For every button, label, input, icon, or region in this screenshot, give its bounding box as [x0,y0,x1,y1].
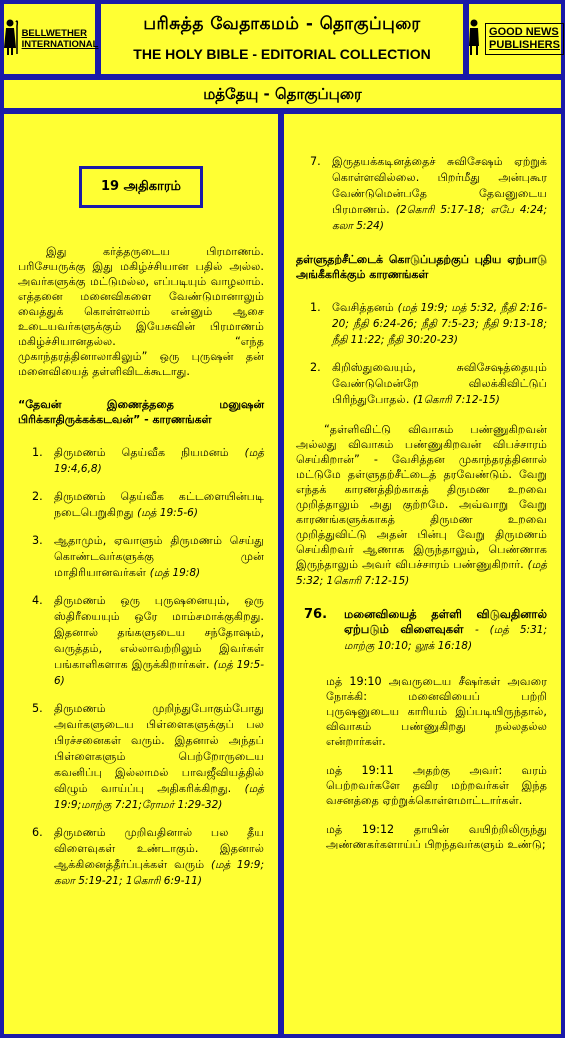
list-item [18,825,264,889]
page-title-tamil: பரிசுத்த வேதாகமம் - தொகுப்புரை [143,14,421,34]
item-number: 2. [310,361,321,374]
logo-right-line1: GOOD NEWS [489,26,559,38]
item-text: இருதயக்கடினத்தைச் சுவிசேஷம் ஏற்றுக் கொள்ளவில்லை. பிறர்மீது அன்புகூர வேண்டுமென்பதே தேவனுடைய பிரமாணம். [332,155,547,216]
item-number: 3. [32,534,43,547]
item-ref: (மத் 19:9; மத் 5:32, நீதி 2:16-20; நீதி 6:24-26; நீதி 7:5-23; நீதி 9:13-18; நீதி 11:22; நீதி 30:20-23) [332,302,547,346]
logo-left-line2: INTERNATIONAL [21,39,99,50]
item-number: 2. [32,490,43,503]
item-number: 1. [310,301,321,314]
publisher-logo-right [467,2,563,76]
item-ref: (2கொரி 5:17-18; எபே 4:24; கலா 5:24) [332,204,547,232]
item-ref: (மத் 19:8) [149,567,201,579]
logo-right-line2: PUBLISHERS [489,39,560,51]
logo-left-line1: BELLWETHER [21,28,88,39]
header-title-box [99,2,465,76]
section-heading-divorce-grounds: தள்ளுதற்சீட்டைக் கொடுப்பதற்குப் புதிய ஏற்பாடு அங்கீகரிக்கும் காரணங்கள் [296,253,547,281]
book-title-bar: மத்தேயு - தொகுப்புரை [2,78,563,110]
list-item [296,154,547,234]
page-title-english: THE HOLY BIBLE - EDITORIAL COLLECTION [133,46,431,62]
list-item [18,701,264,813]
item-ref: (மத் 19:4,6,8) [54,447,264,475]
list-item [18,533,264,581]
item-number: 7. [310,155,321,168]
continued-list [296,154,547,234]
item-number: 5. [32,702,43,715]
list-item [18,593,264,689]
sower-icon [466,18,482,60]
left-column [2,112,280,1036]
right-column [282,112,563,1036]
item-ref: (1கொரி 7:12-15) [412,394,500,406]
item-ref: (மத் 19:9;மாற்கு 7:21;ரோமர் 1:29-32) [54,783,264,811]
verse-paragraph: மத் 19:10 அவருடைய சீஷர்கள் அவரை நோக்கி: மனைவியைப் பற்றி புருஷனுடைய காரியம் இப்படியிருந்தால், விவாகம் பண்ணுகிறது நல்லதல்ல என்றார்கள். [326,675,547,748]
divorce-quote-paragraph [296,422,547,589]
quote-text: “தள்ளிவிட்டு விவாகம் பண்ணுகிறவன் அல்லது விவாகம் பண்ணுகிறவன் விபச்சாரம் செய்கிறான்” - வேசித்தன முகாந்தரத்தினால் மட்டுமே தள்ளுதற்சீட்டைத் தரவேண்டும். வேறு எந்தக் காரணத்திற்காகத் திருமண உறவை முறித்தாலும் அது குற்றமே. அவ்வாறு வேறு காரணங்களுக்காகத் திருமண உறவை முறித்துவிட்டு அதன் பின்பு வேறு திருமணம் செய்கிறவர் ஆணாக இருந்தாலும், பெண்ணாக இருந்தாலும் அவர் விபச்சாரம் பண்ணுகிறார். [296,423,547,571]
item-text: கிறிஸ்துவையும், சுவிசேஷத்தையும் வேண்டுமென்றே விலக்கிவிட்டுப் பிரிந்துபோதல். [332,361,547,406]
verse-paragraph: மத் 19:12 தாயின் வயிற்றிலிருந்து அண்ணகர்களாய்ப் பிறந்தவர்களும் உண்டு; [326,823,547,851]
reasons-list [18,445,264,889]
item-text: திருமணம் முறிந்துபோகும்போது அவர்களுடைய பிள்ளைகளுக்குப் பல பிரச்சனைகள் வரும். இதனால் அந்தப் பிள்ளைகளும் பெற்றோருடைய கவனிப்பு இல்லாமல் பாவஜீவியத்தில் விழும் வாய்ப்பு அதிகரிக்கிறது. [54,702,264,795]
item-text: ஆதாமும், ஏவாளும் திருமணம் செய்து கொண்டவர்களுக்கு முன் மாதிரியானவர்கள் [54,534,264,579]
publisher-logo-left [2,2,97,76]
section-heading-reasons: “தேவன் இணைத்ததை மனுஷன் பிரிக்காதிருக்கக்கடவன்” - காரணங்கள் [18,398,264,426]
verse-paragraph: மத் 19:11 அதற்கு அவர்: வரம் பெற்றவர்களே தவிர மற்றவர்கள் இந்த வசனத்தை ஏற்றுக்கொள்ளமாட்டார்கள். [326,764,547,807]
item-number: 6. [32,826,43,839]
list-item [18,445,264,477]
item-text: திருமணம் தெய்வீக கட்டளையின்படி நடைபெறுகிறது [54,490,264,519]
shepherd-icon [1,18,19,60]
item-text: திருமணம் முறிவதினால் பல தீய விளைவுகள் உண்டாகும். இதனால் ஆக்கினைத்தீர்ப்புக்கள் வரும் [54,826,264,871]
item-ref: (மத் 19:5-6) [54,659,264,687]
quote-ref: (மத் 5:32; 1கொரி 7:12-15) [296,559,547,587]
list-item [18,489,264,521]
chapter-label: 19 அதிகாரம் [79,166,203,208]
section-number: 76. [304,607,328,622]
section-title: மனைவியைத் தள்ளி விடுவதினால் ஏற்படும் விளைவுகள் - (மத் 5:31; மாற்கு 10:10; லூக் 16:18) [344,607,547,652]
item-text: வேசித்தனம் [332,301,398,314]
item-text: திருமணம் ஒரு புருஷனையும், ஒரு ஸ்திரீயையும் ஒரே மாம்சமாக்குகிறது. இதனால் தங்களுடைய சந்தோஷம், வருத்தம், எல்லாவற்றிலும் இவர்கள் பங்காளிகளாக இருக்கிறார்கள். [54,594,264,671]
item-text: திருமணம் தெய்வீக நியமனம் [54,446,245,459]
list-item [296,300,547,348]
section-ref: - (மத் 5:31; மாற்கு 10:10; லூக் 16:18) [344,624,547,652]
verse-block [296,674,547,852]
section-76-heading [296,607,547,654]
list-item [296,360,547,408]
item-number: 4. [32,594,43,607]
item-ref: (மத் 19:5-6) [137,507,198,519]
intro-paragraph: இது கர்த்தருடைய பிரமாணம். பரிசேயருக்கு இது மகிழ்ச்சியான பதில் அல்ல. அவர்களுக்கு மட்டுமல்ல, எப்படியும் வாழலாம். எத்தனை மனைவிகளை வேண்டுமானாலும் வைத்துக் கொள்ளலாம் என்னும் ஆசை உடையவர்களுக்கும் இயேசுவின் பிரமாணம் மகிழ்ச்சியானதல்ல. “எந்த முகாந்தரத்தினாலாகிலும்” ஒரு புருஷன் தன் மனைவியைத் தள்ளிவிடக்கூடாது. [18,245,264,378]
item-ref: (மத் 19:9; கலா 5:19-21; 1கொரி 6:9-11) [54,859,265,887]
divorce-grounds-list [296,300,547,408]
item-number: 1. [32,446,43,459]
